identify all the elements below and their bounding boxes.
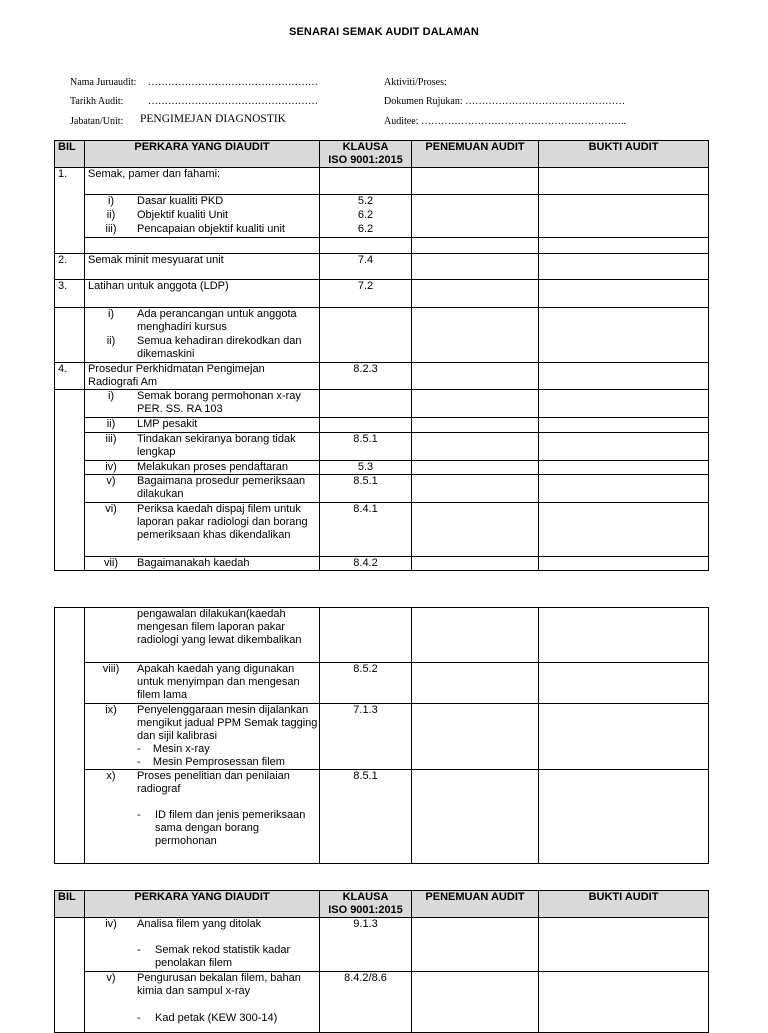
penemuan-cell[interactable]	[412, 608, 539, 663]
table-row	[55, 168, 709, 195]
penemuan-cell[interactable]	[412, 663, 539, 704]
bukti-cell[interactable]	[539, 770, 709, 864]
auditee-field[interactable]: ……………………………………………………..	[420, 116, 626, 127]
bukti-cell[interactable]	[539, 608, 709, 663]
table-row: 3. Latihan untuk anggota (LDP) 7.2	[55, 280, 709, 308]
penemuan-cell[interactable]	[412, 280, 539, 308]
table-row: 4. Prosedur Perkhidmatan Pengimejan Radiografi Am 8.2.3	[55, 363, 709, 390]
nama-juruaudit-label: Nama Juruaudit:	[70, 77, 137, 88]
col-perkara: PERKARA YANG DIAUDIT	[85, 141, 320, 168]
row-perkara: Semak, pamer dan fahami:	[85, 168, 320, 195]
bukti-cell[interactable]	[539, 663, 709, 704]
bukti-cell[interactable]	[539, 972, 709, 1033]
tarikh-audit-label: Tarikh Audit:	[70, 96, 124, 107]
col-bil: BIL	[55, 141, 85, 168]
table-row: pengawalan dilakukan(kaedah mengesan filem laporan pakar radiologi yang lewat dikembalikan	[55, 608, 709, 663]
penemuan-cell[interactable]	[412, 390, 539, 571]
col-klausa: KLAUSA ISO 9001:2015	[320, 141, 412, 168]
tarikh-audit-field[interactable]: ……………………………………………	[148, 96, 318, 107]
dokumen-rujukan-label: Dokumen Rujukan: …………………………………………	[384, 96, 626, 107]
bukti-cell[interactable]	[539, 168, 709, 195]
audit-table-2	[54, 607, 709, 864]
bukti-cell[interactable]	[539, 363, 709, 390]
table-row: 2. Semak minit mesyuarat unit 7.4	[55, 254, 709, 280]
table-row: viii) Apakah kaedah yang digunakan untuk menyimpan dan mengesan filem lama 8.5.2	[55, 663, 709, 704]
table-row: ix) Penyelenggaraan mesin dijalankan mengikut jadual PPM Semak tagging dan sijil kalibrasi - Mesin x-ray - Mesin Pemprosessan filem 7.1.3	[55, 704, 709, 770]
table-row: x) Proses penelitian dan penilaian radiograf - ID filem dan jenis pemeriksaan sama dengan borang permohonan 8.5.1	[55, 770, 709, 864]
penemuan-cell[interactable]	[412, 195, 539, 254]
bukti-cell[interactable]	[539, 254, 709, 280]
bukti-cell[interactable]	[539, 308, 709, 363]
penemuan-cell[interactable]	[412, 363, 539, 390]
col-bukti: BUKTI AUDIT	[539, 891, 709, 918]
table-row: i) Semak borang permohonan x-ray PER. SS. RA 103 ii) LMP pesakit iii) Tindakan sekiranya borang tidak lengkap iv) Melakukan proses pendaftaran v) Bagaimana prosedur pemeriksaan dilakukan vi) Periksa kaedah dispaj filem untuk laporan pakar radiologi dan borang pemeriksaan khas dikendalikan vii) Bagaimanakah kaedah 8.5.1 5.3 8.5.1 8.4.1 8.4.2	[55, 390, 709, 571]
bukti-cell[interactable]	[539, 390, 709, 571]
table-row: iv) Analisa filem yang ditolak - Semak rekod statistik kadar penolakan filem 9.1.3	[55, 918, 709, 972]
row-bil: 1.	[55, 168, 85, 254]
auditee-label: Auditee: ……………………………………………………..	[384, 116, 626, 127]
penemuan-cell[interactable]	[412, 770, 539, 864]
nama-juruaudit-field[interactable]: ……………………………………………	[148, 77, 318, 88]
bukti-cell[interactable]	[539, 195, 709, 254]
col-bil: BIL	[55, 891, 85, 918]
audit-table-1	[54, 140, 709, 571]
jabatan-unit-label: Jabatan/Unit:	[70, 116, 124, 127]
penemuan-cell[interactable]	[412, 254, 539, 280]
page-title: SENARAI SEMAK AUDIT DALAMAN	[289, 26, 479, 38]
col-klausa: KLAUSA ISO 9001:2015	[320, 891, 412, 918]
col-bukti: BUKTI AUDIT	[539, 141, 709, 168]
jabatan-unit-value: PENGIMEJAN DIAGNOSTIK	[140, 113, 286, 125]
col-penemuan: PENEMUAN AUDIT	[412, 141, 539, 168]
aktiviti-proses-label: Aktiviti/Proses:	[384, 77, 447, 88]
table-row: i) Dasar kualiti PKD ii) Objektif kualiti Unit iii) Pencapaian objektif kualiti unit 5.2 6.2 6.2	[55, 195, 709, 254]
penemuan-cell[interactable]	[412, 972, 539, 1033]
penemuan-cell[interactable]	[412, 918, 539, 972]
penemuan-cell[interactable]	[412, 168, 539, 195]
penemuan-cell[interactable]	[412, 308, 539, 363]
audit-table-3	[54, 890, 709, 1033]
col-perkara: PERKARA YANG DIAUDIT	[85, 891, 320, 918]
penemuan-cell[interactable]	[412, 704, 539, 770]
bukti-cell[interactable]	[539, 280, 709, 308]
table-row: v) Pengurusan bekalan filem, bahan kimia dan sampul x-ray - Kad petak (KEW 300-14) 8.4.2/8.6	[55, 972, 709, 1033]
bukti-cell[interactable]	[539, 918, 709, 972]
dokumen-rujukan-field[interactable]: …………………………………………	[465, 96, 626, 107]
col-penemuan: PENEMUAN AUDIT	[412, 891, 539, 918]
bukti-cell[interactable]	[539, 704, 709, 770]
table-row: i) Ada perancangan untuk anggota menghadiri kursus ii) Semua kehadiran direkodkan dan dikemaskini	[55, 308, 709, 363]
